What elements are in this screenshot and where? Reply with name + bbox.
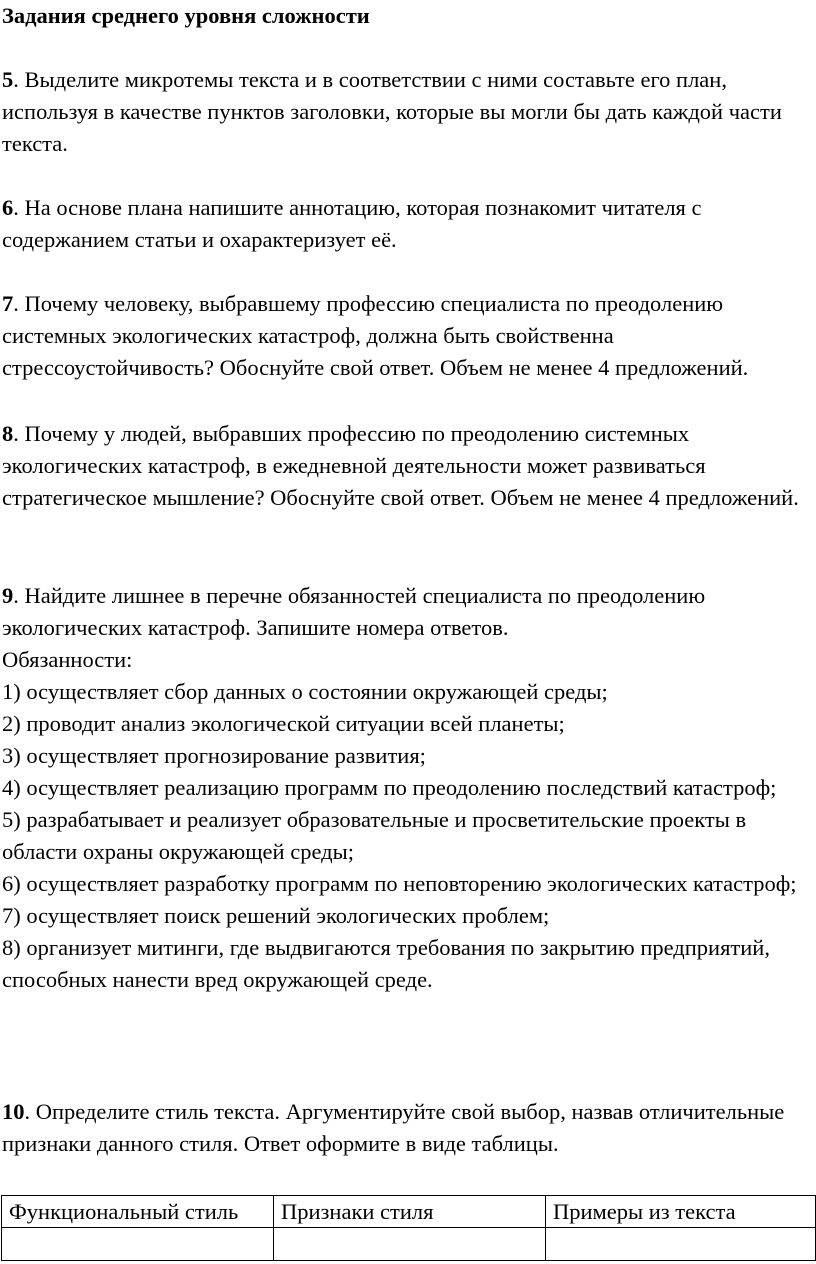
task-number: 5 — [2, 67, 14, 92]
task-text: . Выделите микротемы текста и в соответствии с ними составьте его план, используя в качестве пунктов заголовки, которые вы могли бы дать каждой части текста. — [2, 67, 782, 156]
task-number: 9 — [2, 583, 14, 608]
table-cell[interactable] — [274, 1228, 546, 1261]
list-item: 4) осуществляет реализацию программ по преодолению последствий катастроф; — [2, 775, 777, 800]
duties-heading: Обязанности: — [2, 647, 133, 672]
table-cell[interactable] — [2, 1228, 274, 1261]
answer-table — [1, 1195, 816, 1261]
task-text: . На основе плана напишите аннотацию, которая познакомит читателя с содержанием статьи и охарактеризует её. — [2, 195, 702, 252]
task-number: 7 — [2, 291, 14, 316]
list-item: 5) разрабатывает и реализует образовательные и просветительские проекты в области охраны окружающей среды; — [2, 807, 747, 864]
task-8 — [2, 418, 814, 514]
page-title: Задания среднего уровня сложности — [2, 3, 370, 28]
duties-list — [2, 644, 814, 996]
task-text: . Определите стиль текста. Аргументируйте свой выбор, назвав отличительные признаки данного стиля. Ответ оформите в виде таблицы. — [2, 1099, 785, 1156]
task-text: . Найдите лишнее в перечне обязанностей специалиста по преодолению экологических катастроф. Запишите номера ответов. — [2, 583, 706, 640]
task-text: . Почему человеку, выбравшему профессию специалиста по преодолению системных экологических катастроф, должна быть свойственна стрессоустойчивость? Обоснуйте свой ответ. Объем не менее 4 предложений. — [2, 291, 749, 380]
table-header-cell: Примеры из текста — [546, 1196, 816, 1228]
task-number: 8 — [2, 421, 14, 446]
list-item: 2) проводит анализ экологической ситуации всей планеты; — [2, 711, 565, 736]
task-number: 6 — [2, 195, 14, 220]
list-item: 1) осуществляет сбор данных о состоянии окружающей среды; — [2, 679, 608, 704]
list-item: 3) осуществляет прогнозирование развития; — [2, 743, 426, 768]
list-item: 7) осуществляет поиск решений экологических проблем; — [2, 903, 550, 928]
task-number: 10 — [2, 1099, 25, 1124]
table-cell[interactable] — [546, 1228, 816, 1261]
task-7 — [2, 288, 814, 384]
task-text: . Почему у людей, выбравших профессию по преодолению системных экологических катастроф, в ежедневной деятельности может развиваться стратегическое мышление? Обоснуйте свой ответ. Объем не менее 4 предложений. — [2, 421, 799, 510]
task-5 — [2, 64, 814, 160]
table-row — [2, 1228, 816, 1261]
table-header-row — [2, 1196, 816, 1228]
task-9 — [2, 580, 814, 644]
list-item: 6) осуществляет разработку программ по неповторению экологических катастроф; — [2, 871, 797, 896]
table-header-cell: Признаки стиля — [274, 1196, 546, 1228]
list-item: 8) организует митинги, где выдвигаются требования по закрытию предприятий, способных нанести вред окружающей среде. — [2, 935, 770, 992]
table-header-cell: Функциональный стиль — [2, 1196, 274, 1228]
task-6 — [2, 192, 814, 256]
task-10 — [2, 1096, 814, 1160]
